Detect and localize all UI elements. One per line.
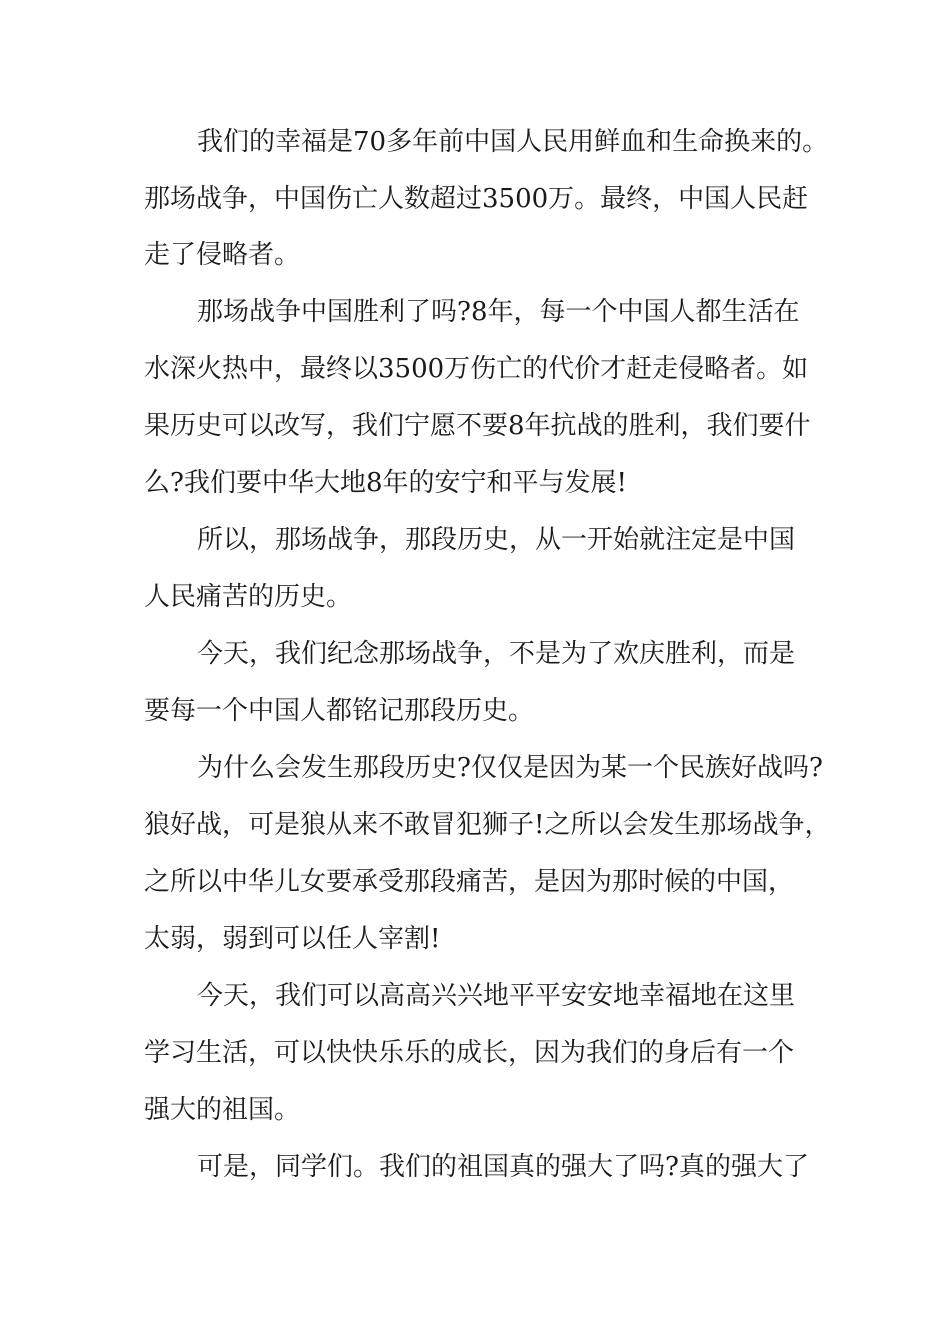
text-line-17: 学习生活，可以快快乐乐的成长，因为我们的身后有一个 <box>144 1038 795 1068</box>
text-line-11: 要每一个中国人都铭记那段历史。 <box>144 696 535 726</box>
text-line-1: 我们的幸福是70多年前中国人民用鲜血和生命换来的。 <box>197 127 829 157</box>
text-line-16: 今天，我们可以高高兴兴地平平安安地幸福地在这里 <box>197 981 796 1011</box>
text-line-2: 那场战争，中国伤亡人数超过3500万。最终，中国人民赶 <box>144 184 809 214</box>
text-line-13: 狼好战，可是狼从来不敢冒犯狮子!之所以会发生那场战争， <box>144 810 831 840</box>
text-line-14: 之所以中华儿女要承受那段痛苦，是因为那时候的中国， <box>144 867 795 897</box>
text-line-15: 太弱，弱到可以任人宰割! <box>144 924 441 954</box>
text-line-5: 水深火热中，最终以3500万伤亡的代价才赶走侵略者。如 <box>144 354 809 384</box>
text-line-7: 么?我们要中华大地8年的安宁和平与发展! <box>144 468 627 498</box>
text-line-18: 强大的祖国。 <box>144 1095 301 1125</box>
text-line-9: 人民痛苦的历史。 <box>144 582 353 612</box>
text-line-3: 走了侵略者。 <box>144 240 301 270</box>
text-line-8: 所以，那场战争，那段历史，从一开始就注定是中国 <box>197 525 796 555</box>
text-line-19: 可是，同学们。我们的祖国真的强大了吗?真的强大了 <box>197 1152 809 1182</box>
text-line-12: 为什么会发生那段历史?仅仅是因为某一个民族好战吗? <box>197 753 823 783</box>
text-line-4: 那场战争中国胜利了吗?8年，每一个中国人都生活在 <box>197 297 800 327</box>
text-line-6: 果历史可以改写，我们宁愿不要8年抗战的胜利，我们要什 <box>144 411 811 441</box>
text-line-10: 今天，我们纪念那场战争，不是为了欢庆胜利，而是 <box>197 639 796 669</box>
